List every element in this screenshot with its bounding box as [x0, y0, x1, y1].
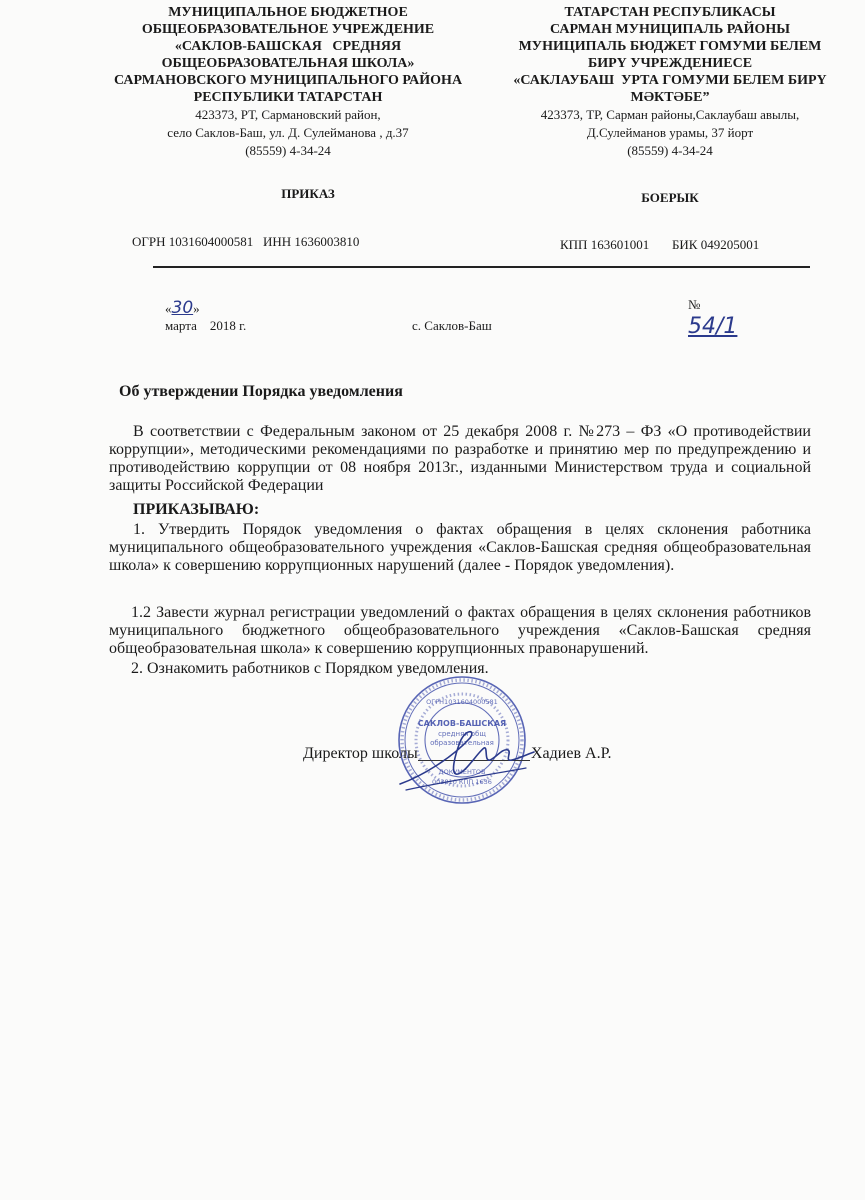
registration-right: КПП 163601001 БИК 049205001: [560, 237, 760, 252]
header-right-line: «САКЛАУБАШ УРТА ГОМУМИ БЕЛЕМ БИРҮ: [513, 73, 827, 88]
header-right-line: ТАТАРСТАН РЕСПУБЛИКАСЫ: [564, 5, 776, 20]
header-left-line: МУНИЦИПАЛЬНОЕ БЮДЖЕТНОЕ: [168, 5, 408, 20]
svg-text:средняя общ: средняя общ: [438, 730, 486, 738]
header-left-line: ОБЩЕОБРАЗОВАТЕЛЬНАЯ ШКОЛА»: [161, 56, 415, 71]
header-right: [500, 4, 840, 160]
header-right-line: БИРҮ УЧРЕЖДЕНИЕСЕ: [587, 56, 753, 71]
header-left: [98, 4, 478, 160]
svg-text:образовательная: образовательная: [430, 739, 494, 747]
svg-text:ОГРН1031604000581: ОГРН1031604000581: [426, 698, 498, 706]
header-right-address: Д.Сулейманов урамы, 37 йорт: [586, 125, 754, 140]
date-day-handwritten: 30: [171, 298, 194, 318]
svg-text:003810 КПП 1636: 003810 КПП 1636: [432, 778, 492, 786]
date-month-year: марта 2018 г.: [165, 318, 247, 333]
header-left-line: ОБЩЕОБРАЗОВАТЕЛЬНОЕ УЧРЕЖДЕНИЕ: [141, 22, 435, 37]
header-left-line: «САКЛОВ-БАШСКАЯ СРЕДНЯЯ: [174, 39, 402, 54]
paragraph-item-1-2: 1.2 Завести журнал регистрации уведомлений о фактах обращения в целях склонения работников муниципального бюджетного общеобразовательного учреждения «Саклов-Башская средняя общеобразовательная школа» к совершению коррупционных правонарушений.: [109, 604, 811, 657]
paragraph-item-1: 1. Утвердить Порядок уведомления о фактах обращения в целях склонения работника муниципального общеобразовательного учреждения «Саклов-Башская средняя общеобразовательная школа» к совершению коррупционных нарушений (далее - Порядок уведомления).: [109, 521, 811, 574]
header-right-line: САРМАН МУНИЦИПАЛЬ РАЙОНЫ: [549, 22, 791, 37]
place-of-issue: с. Саклов-Баш: [412, 318, 492, 333]
header-left-line: САРМАНОВСКОГО МУНИЦИПАЛЬНОГО РАЙОНА: [113, 73, 463, 88]
header-divider: [153, 266, 810, 268]
signature-role: Директор школы: [303, 745, 418, 762]
signature-name: Хадиев А.Р.: [531, 745, 612, 762]
handwritten-signature: [392, 718, 542, 798]
header-left-address: село Саклов-Баш, ул. Д. Сулейманова , д.37: [167, 125, 409, 140]
order-date: [152, 282, 246, 350]
svg-text:САКЛОВ-БАШСКАЯ: САКЛОВ-БАШСКАЯ: [417, 719, 507, 728]
header-left-address: 423373, РТ, Сармановский район,: [195, 107, 381, 122]
header-left-address: (85559) 4-34-24: [245, 143, 331, 158]
registration-left: ОГРН 1031604000581 ИНН 1636003810: [132, 234, 360, 249]
svg-text:ДОКУМЕНТОВ: ДОКУМЕНТОВ: [438, 768, 486, 776]
date-close-quote: »: [193, 301, 200, 316]
order-word: ПРИКАЗЫВАЮ:: [133, 501, 260, 518]
header-right-line: МУНИЦИПАЛЬ БЮДЖЕТ ГОМУМИ БЕЛЕМ: [518, 39, 822, 54]
number-value-handwritten: 54/1: [688, 314, 738, 339]
number-label: №: [688, 297, 701, 312]
paragraph-item-2: 2. Ознакомить работников с Порядком уведомления.: [131, 660, 489, 677]
header-left-line: РЕСПУБЛИКИ ТАТАРСТАН: [193, 90, 383, 105]
doc-type-right: БОЕРЫК: [641, 190, 699, 205]
header-right-address: 423373, ТР, Сарман районы,Саклаубаш авылы,: [540, 107, 800, 122]
header-right-address: (85559) 4-34-24: [627, 143, 713, 158]
order-subject: Об утверждении Порядка уведомления: [119, 383, 403, 400]
order-number: [672, 278, 737, 357]
header-right-line: МӘКТӘБЕ”: [630, 90, 710, 105]
doc-type-left: ПРИКАЗ: [281, 186, 335, 201]
date-open-quote: «: [165, 301, 172, 316]
paragraph-intro: В соответствии с Федеральным законом от 25 декабря 2008 г. №273 – ФЗ «О противодействии коррупции», методическими рекомендациями по разработке и принятию мер по предупреждению и противодействию коррупции от 08 ноября 2013г., изданными Министерством труда и социальной защиты Российской Федерации: [109, 423, 811, 494]
